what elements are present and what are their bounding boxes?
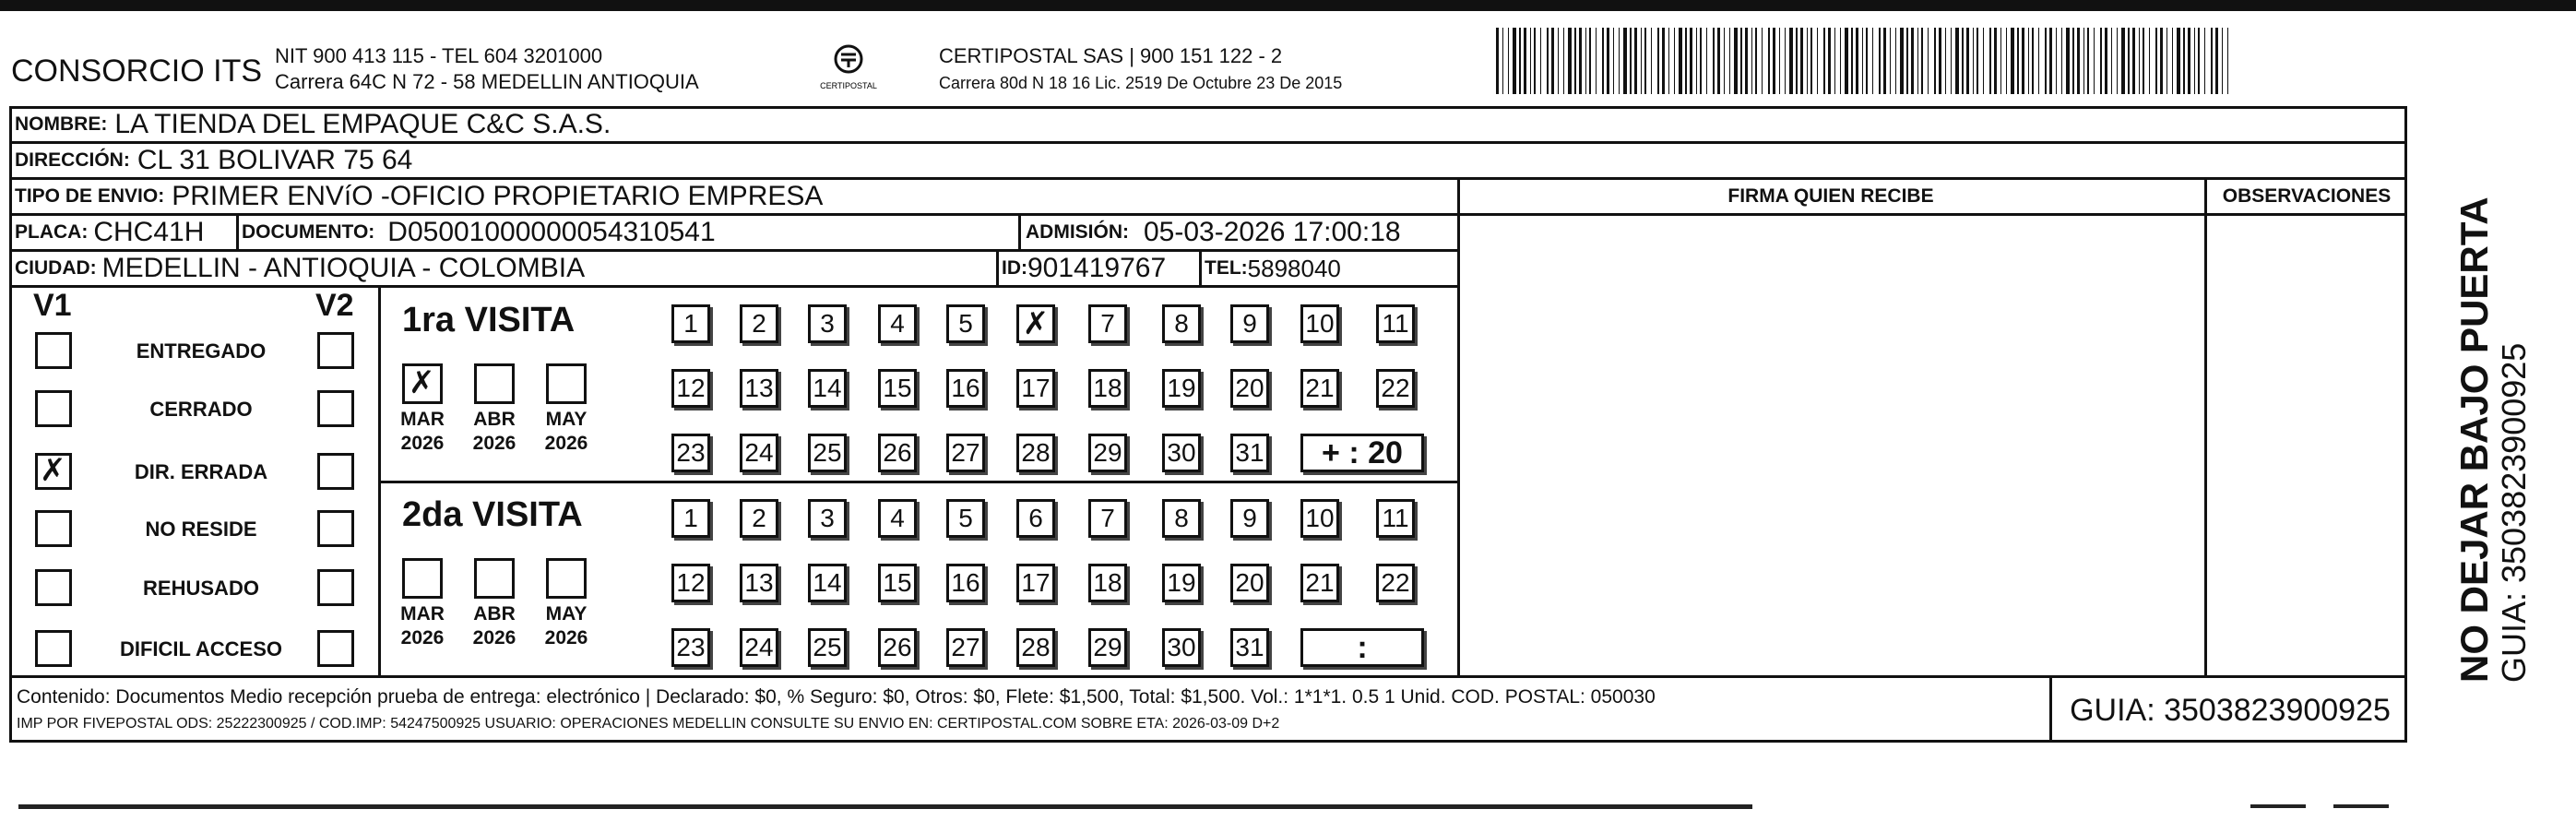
day-box[interactable]: 6 [1016, 499, 1055, 538]
day-box[interactable]: 19 [1162, 369, 1201, 408]
day-box[interactable]: 14 [808, 369, 847, 408]
barcode-bar [1540, 28, 1541, 94]
v1-checkbox[interactable] [35, 390, 72, 427]
day-box[interactable]: 12 [671, 564, 710, 602]
v2-checkbox[interactable] [317, 332, 354, 369]
barcode-bar [1779, 28, 1780, 94]
day-box[interactable]: 29 [1088, 434, 1127, 472]
barcode-bar [1530, 28, 1531, 94]
day-box[interactable]: 17 [1016, 564, 1055, 602]
barcode-bar [2198, 28, 2200, 94]
barcode-bar [2056, 28, 2057, 94]
barcode-bar [1966, 28, 1969, 94]
barcode-bar [1921, 28, 1923, 94]
month-label: ABR 2026 [472, 603, 516, 648]
footer-guia: GUIA: 3503823900925 [2070, 692, 2391, 728]
barcode-bar [1623, 28, 1627, 94]
barcode-bar [2083, 28, 2084, 94]
barcode-bar [2204, 28, 2205, 94]
day-box[interactable]: 23 [671, 628, 710, 667]
barcode-bar [1955, 28, 1959, 94]
day-box[interactable]: 30 [1162, 628, 1201, 667]
month-label: MAY 2026 [544, 603, 588, 648]
barcode-bar [1734, 28, 1738, 94]
barcode-bar [1977, 28, 1978, 94]
barcode-bar [1729, 28, 1730, 94]
observaciones-label: OBSERVACIONES [2222, 185, 2392, 207]
side-warning: NO DEJAR BAJO PUERTA [2452, 196, 2496, 683]
barcode-bar [1939, 28, 1941, 94]
status-label: ENTREGADO [136, 339, 267, 363]
barcode-bar [2049, 28, 2052, 94]
day-box[interactable]: 26 [878, 628, 917, 667]
day-box[interactable]: 30 [1162, 434, 1201, 472]
barcode-bar [1496, 28, 1499, 94]
month-checkbox[interactable] [546, 363, 587, 404]
barcode-bar [1900, 28, 1904, 94]
day-box[interactable]: 15 [878, 564, 917, 602]
day-box[interactable]: 14 [808, 564, 847, 602]
day-box[interactable]: 24 [740, 434, 778, 472]
v1-checkbox[interactable] [35, 510, 72, 547]
barcode-bar [2038, 28, 2039, 94]
day-box[interactable]: 11 [1376, 304, 1415, 343]
barcode-bar [1911, 28, 1914, 94]
barcode-bar [1834, 28, 1835, 94]
barcode-bar [2215, 28, 2218, 94]
barcode-bar [1917, 28, 1918, 94]
barcode-bar [1651, 28, 1652, 94]
day-box[interactable]: 22 [1376, 369, 1415, 408]
barcode-bar [1502, 28, 1503, 94]
barcode-bar [1724, 28, 1725, 94]
day-box[interactable]: 18 [1088, 564, 1127, 602]
barcode-bar [2194, 28, 2195, 94]
v2-header: V2 [315, 288, 354, 323]
row-direccion: DIRECCIÓN: CL 31 BOLIVAR 75 64 [15, 145, 413, 175]
barcode-bar [1568, 28, 1572, 94]
barcode-bar [1696, 28, 1697, 94]
barcode-bar [2006, 28, 2007, 94]
barcode-bar [1994, 28, 1997, 94]
barcode-bar [1951, 28, 1952, 94]
day-box[interactable]: 31 [1230, 628, 1269, 667]
check-mark: ✗ [409, 364, 435, 401]
day-box[interactable]: 18 [1088, 369, 1127, 408]
month-label: MAR 2026 [400, 603, 445, 648]
row-documento: DOCUMENTO: D05001000000054310541 [242, 217, 716, 247]
month-checkbox[interactable] [546, 558, 587, 599]
day-box[interactable]: 4 [878, 499, 917, 538]
month-checkbox[interactable] [402, 558, 443, 599]
barcode-bar [2100, 28, 2102, 94]
barcode-bar [1644, 28, 1646, 94]
day-box[interactable]: 23 [671, 434, 710, 472]
status-label: DIFICIL ACCESO [119, 637, 282, 660]
barcode-bar [1579, 28, 1582, 94]
day-box[interactable]: 20 [1230, 564, 1269, 602]
barcode-bar [1840, 28, 1841, 94]
status-label: CERRADO [149, 398, 253, 421]
barcode-bar [1817, 28, 1818, 94]
barcode-bar [2188, 28, 2190, 94]
status-label: DIR. ERRADA [134, 460, 268, 483]
day-box[interactable]: 21 [1300, 564, 1339, 602]
barcode-bar [1657, 28, 1659, 94]
visit-title: 2da VISITA [402, 495, 583, 534]
barcode-bar [2022, 28, 2024, 94]
barcode-bar [1524, 28, 1526, 94]
day-box[interactable]: 15 [878, 369, 917, 408]
v1-header: V1 [33, 288, 72, 323]
barcode-bar [1866, 28, 1868, 94]
barcode-bar [2166, 28, 2167, 94]
barcode-bar [1547, 28, 1549, 94]
footer-print-info: IMP POR FIVEPOSTAL ODS: 25222300925 / COD.IMP: 54247500925 USUARIO: OPERACIONES MEDELLIN CONSULTE SU ENVIO EN: CERTIPOSTAL.COM SOBRE ETA: 2026-03-09 D+2 [17, 716, 1280, 732]
v2-checkbox[interactable] [317, 453, 354, 490]
barcode-bar [1807, 28, 1808, 94]
barcode-bar [1989, 28, 1991, 94]
barcode-bar [1962, 28, 1964, 94]
barcode-bar [1679, 28, 1682, 94]
barcode-bar [2117, 28, 2118, 94]
day-box[interactable]: 29 [1088, 628, 1127, 667]
barcode-bar [1685, 28, 1687, 94]
day-box[interactable]: 25 [808, 434, 847, 472]
day-box[interactable]: 31 [1230, 434, 1269, 472]
barcode-bar [2045, 28, 2047, 94]
day-box[interactable]: 10 [1300, 304, 1339, 343]
barcode-bar [1945, 28, 1946, 94]
barcode-bar [1823, 28, 1825, 94]
barcode-bar [1519, 28, 1521, 94]
barcode-bar [2072, 28, 2074, 94]
company-address: Carrera 64C N 72 - 58 MEDELLIN ANTIOQUIA [275, 70, 699, 93]
barcode-bar [1674, 28, 1675, 94]
barcode-bar [2211, 28, 2213, 94]
time-box[interactable]: : [1300, 628, 1424, 667]
barcode-bar [2172, 28, 2173, 94]
barcode-bar [2028, 28, 2029, 94]
barcode-bar [1619, 28, 1620, 94]
day-box[interactable]: ✗ [1016, 304, 1055, 343]
day-box[interactable]: 24 [740, 628, 778, 667]
barcode-bar [1928, 28, 1929, 94]
barcode-bar [1534, 28, 1536, 94]
day-box[interactable]: 21 [1300, 369, 1339, 408]
v1-checkbox[interactable] [35, 630, 72, 667]
month-label: MAY 2026 [544, 409, 588, 454]
barcode-bar [1558, 28, 1559, 94]
visit-title: 1ra VISITA [402, 301, 576, 339]
day-box[interactable]: 16 [946, 369, 985, 408]
barcode-bar [1862, 28, 1863, 94]
barcode-bar [1706, 28, 1707, 94]
status-label: NO RESIDE [145, 518, 257, 541]
row-id: ID: 901419767 [1002, 253, 1167, 283]
barcode-bar [2183, 28, 2185, 94]
barcode-bar [1973, 28, 1974, 94]
barcode-bar [1513, 28, 1516, 94]
barcode-bar [2066, 28, 2070, 94]
day-box[interactable]: 9 [1230, 304, 1269, 343]
barcode-bar [1634, 28, 1637, 94]
barcode-bar [1755, 28, 1757, 94]
logo-caption: CERTIPOSTAL [820, 81, 877, 90]
row-tel: TEL: 5898040 [1205, 254, 1341, 282]
barcode-bar [2087, 28, 2089, 94]
barcode-bar [1613, 28, 1614, 94]
day-box[interactable]: 1 [671, 499, 710, 538]
barcode-bar [2222, 28, 2223, 94]
barcode-bar [2143, 28, 2144, 94]
bottom-mark [2250, 804, 2306, 808]
barcode-bar [2139, 28, 2140, 94]
barcode-bar [1845, 28, 1848, 94]
barcode-bar [1574, 28, 1576, 94]
day-box[interactable]: 4 [878, 304, 917, 343]
barcode-bar [1785, 28, 1786, 94]
barcode-bar [1895, 28, 1896, 94]
barcode-bar [2155, 28, 2157, 94]
side-guia: GUIA: 3503823900925 [2495, 342, 2533, 683]
barcode-bar [1668, 28, 1669, 94]
day-box[interactable]: 12 [671, 369, 710, 408]
day-box[interactable]: 5 [946, 499, 985, 538]
v1-checkbox[interactable] [35, 332, 72, 369]
day-box[interactable]: 28 [1016, 434, 1055, 472]
barcode-bar [1602, 28, 1604, 94]
day-box[interactable]: 8 [1162, 304, 1201, 343]
barcode-bar [2227, 28, 2228, 94]
check-mark: ✗ [40, 452, 66, 489]
barcode-bar [2160, 28, 2163, 94]
barcode-bar [1890, 28, 1891, 94]
row-ciudad: CIUDAD: MEDELLIN - ANTIOQUIA - COLOMBIA [15, 253, 586, 283]
barcode-bar [1717, 28, 1720, 94]
day-box[interactable]: 3 [808, 304, 847, 343]
barcode-bar [1690, 28, 1692, 94]
day-box[interactable]: 7 [1088, 304, 1127, 343]
v1-checkbox[interactable] [35, 453, 72, 490]
barcode-bar [1713, 28, 1715, 94]
row-nombre: NOMBRE: LA TIENDA DEL EMPAQUE C&C S.A.S. [15, 109, 611, 139]
month-label: ABR 2026 [472, 409, 516, 454]
barcode-bar [2000, 28, 2001, 94]
barcode-bar [1828, 28, 1831, 94]
day-box[interactable]: 1 [671, 304, 710, 343]
certipostal-info: CERTIPOSTAL SAS | 900 151 122 - 2 [939, 44, 1283, 67]
barcode-bar [2105, 28, 2107, 94]
barcode-bar [1751, 28, 1752, 94]
month-label: MAR 2026 [400, 409, 445, 454]
barcode-bar [2121, 28, 2125, 94]
barcode-bar [1789, 28, 1793, 94]
day-box[interactable]: 19 [1162, 564, 1201, 602]
barcode-bar [1883, 28, 1886, 94]
day-box[interactable]: 13 [740, 369, 778, 408]
day-box[interactable]: 5 [946, 304, 985, 343]
barcode-bar [1856, 28, 1858, 94]
barcode-bar [1796, 28, 1798, 94]
barcode-bar [1508, 28, 1509, 94]
barcode-bar [1551, 28, 1554, 94]
month-checkbox[interactable] [474, 363, 515, 404]
barcode-bar [2132, 28, 2135, 94]
bottom-mark [2333, 804, 2389, 808]
barcode-bar [1872, 28, 1873, 94]
barcode-bar [1700, 28, 1702, 94]
barcode-bar [1563, 28, 1564, 94]
barcode-bar [2094, 28, 2095, 94]
status-label: REHUSADO [143, 577, 259, 600]
day-box[interactable]: 2 [740, 304, 778, 343]
day-box[interactable]: 27 [946, 628, 985, 667]
row-placa: PLACA: CHC41H [15, 217, 205, 247]
firma-label: FIRMA QUIEN RECIBE [1727, 185, 1934, 207]
day-box[interactable]: 3 [808, 499, 847, 538]
barcode-bar [1768, 28, 1770, 94]
barcode-bar [1641, 28, 1642, 94]
barcode-bar [2177, 28, 2180, 94]
barcode [1496, 28, 2234, 94]
row-admision: ADMISIÓN: 05-03-2026 17:00:18 [1026, 217, 1401, 247]
day-box[interactable]: 26 [878, 434, 917, 472]
barcode-bar [1662, 28, 1665, 94]
barcode-bar [1596, 28, 1597, 94]
company-name: CONSORCIO ITS [11, 54, 263, 89]
barcode-bar [1906, 28, 1908, 94]
day-box[interactable]: 9 [1230, 499, 1269, 538]
v2-checkbox[interactable] [317, 390, 354, 427]
barcode-bar [1745, 28, 1748, 94]
barcode-bar [1630, 28, 1632, 94]
footer-content: Contenido: Documentos Medio recepción prueba de entrega: electrónico | Declarado: $0, % Seguro: $0, Otros: $0, Flete: $1,500, Total: $1,500. Vol.: 1*1*1. 0.5 1 Unid. COD. POSTAL: 050030 [17, 686, 1656, 708]
barcode-bar [1879, 28, 1881, 94]
barcode-bar [2149, 28, 2150, 94]
day-box[interactable]: 27 [946, 434, 985, 472]
day-box[interactable]: 13 [740, 564, 778, 602]
month-checkbox[interactable] [402, 363, 443, 404]
certipostal-logo [815, 41, 882, 96]
barcode-bar [2111, 28, 2112, 94]
barcode-bar [2017, 28, 2019, 94]
barcode-bar [2011, 28, 2014, 94]
barcode-bar [1983, 28, 1984, 94]
day-box[interactable]: 11 [1376, 499, 1415, 538]
day-box[interactable]: 22 [1376, 564, 1415, 602]
day-box[interactable]: 16 [946, 564, 985, 602]
v2-checkbox[interactable] [317, 630, 354, 667]
barcode-bar [1740, 28, 1742, 94]
barcode-bar [1934, 28, 1936, 94]
certipostal-address: Carrera 80d N 18 16 Lic. 2519 De Octubre 23 De 2015 [939, 74, 1343, 92]
day-box[interactable]: 10 [1300, 499, 1339, 538]
barcode-bar [2032, 28, 2034, 94]
row-tipo-envio: TIPO DE ENVIO: PRIMER ENVíO -OFICIO PROPIETARIO EMPRESA [15, 181, 824, 211]
barcode-bar [2077, 28, 2080, 94]
barcode-bar [1585, 28, 1586, 94]
barcode-bar [1589, 28, 1591, 94]
day-box[interactable]: 2 [740, 499, 778, 538]
company-nit: NIT 900 413 115 - TEL 604 3201000 [275, 44, 603, 67]
day-box[interactable]: 7 [1088, 499, 1127, 538]
barcode-bar [1773, 28, 1775, 94]
time-box[interactable]: + : 20 [1300, 434, 1424, 472]
day-box[interactable]: 25 [808, 628, 847, 667]
barcode-bar [1810, 28, 1812, 94]
barcode-bar [2061, 28, 2062, 94]
barcode-bar [1800, 28, 1803, 94]
day-box[interactable]: 28 [1016, 628, 1055, 667]
day-box[interactable]: 17 [1016, 369, 1055, 408]
barcode-bar [2128, 28, 2130, 94]
day-box[interactable]: 20 [1230, 369, 1269, 408]
barcode-bar [1762, 28, 1763, 94]
v2-checkbox[interactable] [317, 510, 354, 547]
day-box[interactable]: 8 [1162, 499, 1201, 538]
v1-checkbox[interactable] [35, 569, 72, 606]
bottom-line [18, 804, 1752, 809]
month-checkbox[interactable] [474, 558, 515, 599]
v2-checkbox[interactable] [317, 569, 354, 606]
barcode-bar [1607, 28, 1609, 94]
top-border [0, 0, 2576, 11]
barcode-bar [1851, 28, 1853, 94]
